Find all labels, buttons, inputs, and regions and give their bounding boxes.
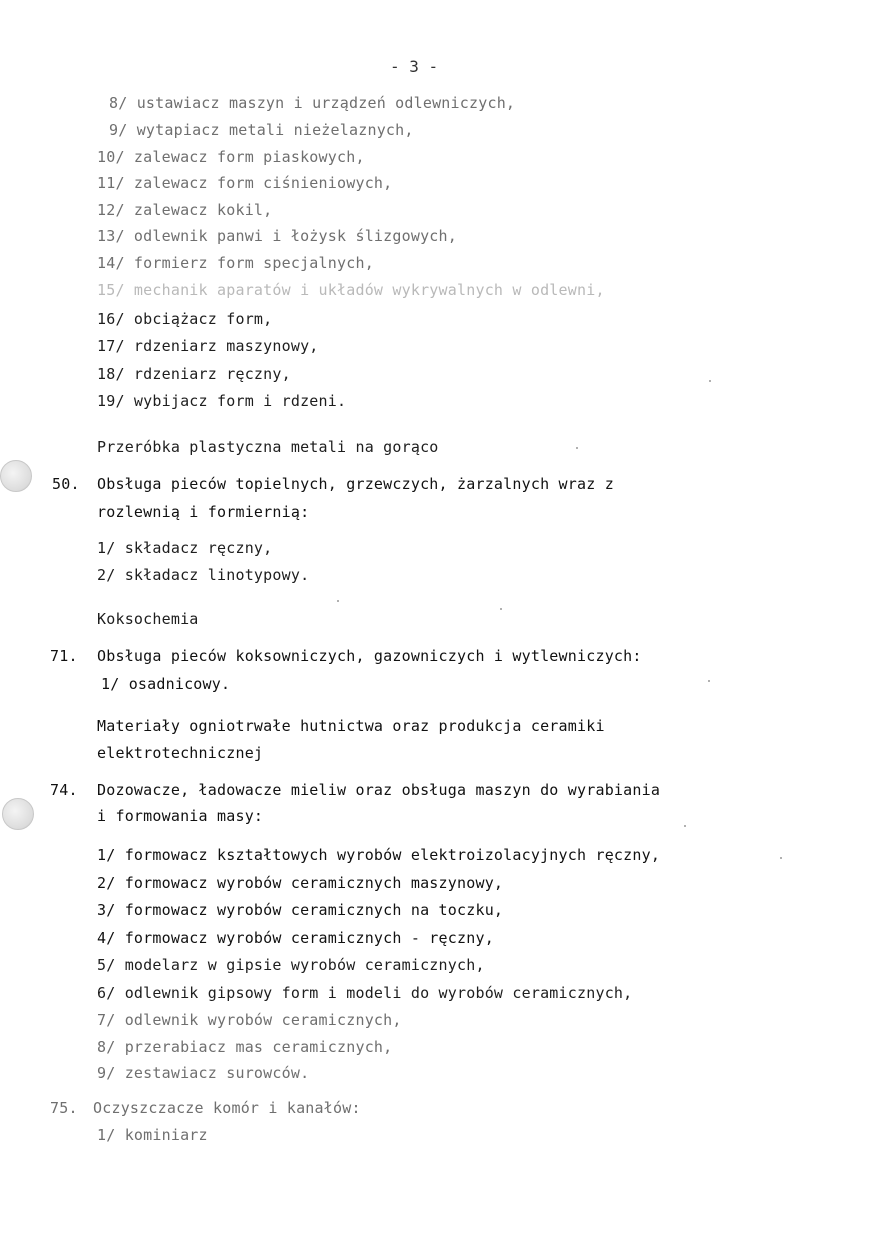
list-item: 3/ formowacz wyrobów ceramicznych na toczku, (97, 901, 504, 919)
list-item: 11/ zalewacz form ciśnieniowych, (97, 174, 393, 192)
item-71-title: Obsługa pieców koksowniczych, gazowniczych i wytlewniczych: (97, 647, 642, 665)
scan-speck (576, 447, 578, 449)
item-74-title-cont: i formowania masy: (97, 807, 264, 825)
list-item: 4/ formowacz wyrobów ceramicznych - ręczny, (97, 929, 494, 947)
item-number-75: 75. (50, 1099, 78, 1117)
section-heading-coke: Koksochemia (97, 610, 199, 628)
list-item: 13/ odlewnik panwi i łożysk ślizgowych, (97, 227, 457, 245)
list-item: 8/ ustawiacz maszyn i urządzeń odlewniczych, (109, 94, 516, 112)
list-item: 1/ składacz ręczny, (97, 539, 273, 557)
punch-hole-bottom (2, 798, 34, 830)
scan-speck (708, 680, 710, 682)
list-item: 6/ odlewnik gipsowy form i modeli do wyrobów ceramicznych, (97, 984, 633, 1002)
section-heading-materials-cont: elektrotechnicznej (97, 744, 264, 762)
list-item: 12/ zalewacz kokil, (97, 201, 273, 219)
list-item-faded: 15/ mechanik aparatów i układów wykrywalnych w odlewni, (97, 281, 605, 299)
list-item: 10/ zalewacz form piaskowych, (97, 148, 365, 166)
item-number-71: 71. (50, 647, 78, 665)
list-item: 1/ kominiarz (97, 1126, 208, 1144)
list-item: 9/ zestawiacz surowców. (97, 1064, 310, 1082)
item-50-title-cont: rozlewnią i formiernią: (97, 503, 310, 521)
list-item: 1/ osadnicowy. (101, 675, 231, 693)
scan-speck (684, 825, 686, 827)
page-number: - 3 - (390, 57, 439, 76)
list-item: 14/ formierz form specjalnych, (97, 254, 374, 272)
scan-speck (780, 857, 782, 859)
list-item: 1/ formowacz kształtowych wyrobów elektroizolacyjnych ręczny, (97, 846, 661, 864)
section-heading-materials: Materiały ogniotrwałe hutnictwa oraz produkcja ceramiki (97, 717, 605, 735)
list-item: 5/ modelarz w gipsie wyrobów ceramicznych, (97, 956, 485, 974)
item-50-title: Obsługa pieców topielnych, grzewczych, żarzalnych wraz z (97, 475, 614, 493)
list-item: 8/ przerabiacz mas ceramicznych, (97, 1038, 393, 1056)
list-item: 19/ wybijacz form i rdzeni. (97, 392, 347, 410)
scan-speck (709, 380, 711, 382)
scan-speck (337, 600, 339, 602)
list-item: 2/ składacz linotypowy. (97, 566, 310, 584)
item-75-title: Oczyszczacze komór i kanałów: (93, 1099, 361, 1117)
section-heading-hot-forming: Przeróbka plastyczna metali na gorąco (97, 438, 439, 456)
list-item: 17/ rdzeniarz maszynowy, (97, 337, 319, 355)
punch-hole-top (0, 460, 32, 492)
item-number-74: 74. (50, 781, 78, 799)
item-number-50: 50. (52, 475, 80, 493)
list-item: 2/ formowacz wyrobów ceramicznych maszynowy, (97, 874, 504, 892)
list-item: 9/ wytapiacz metali nieżelaznych, (109, 121, 414, 139)
list-item: 16/ obciążacz form, (97, 310, 273, 328)
list-item: 18/ rdzeniarz ręczny, (97, 365, 291, 383)
item-74-title: Dozowacze, ładowacze mieliw oraz obsługa maszyn do wyrabiania (97, 781, 661, 799)
list-item: 7/ odlewnik wyrobów ceramicznych, (97, 1011, 402, 1029)
scan-speck (500, 608, 502, 610)
